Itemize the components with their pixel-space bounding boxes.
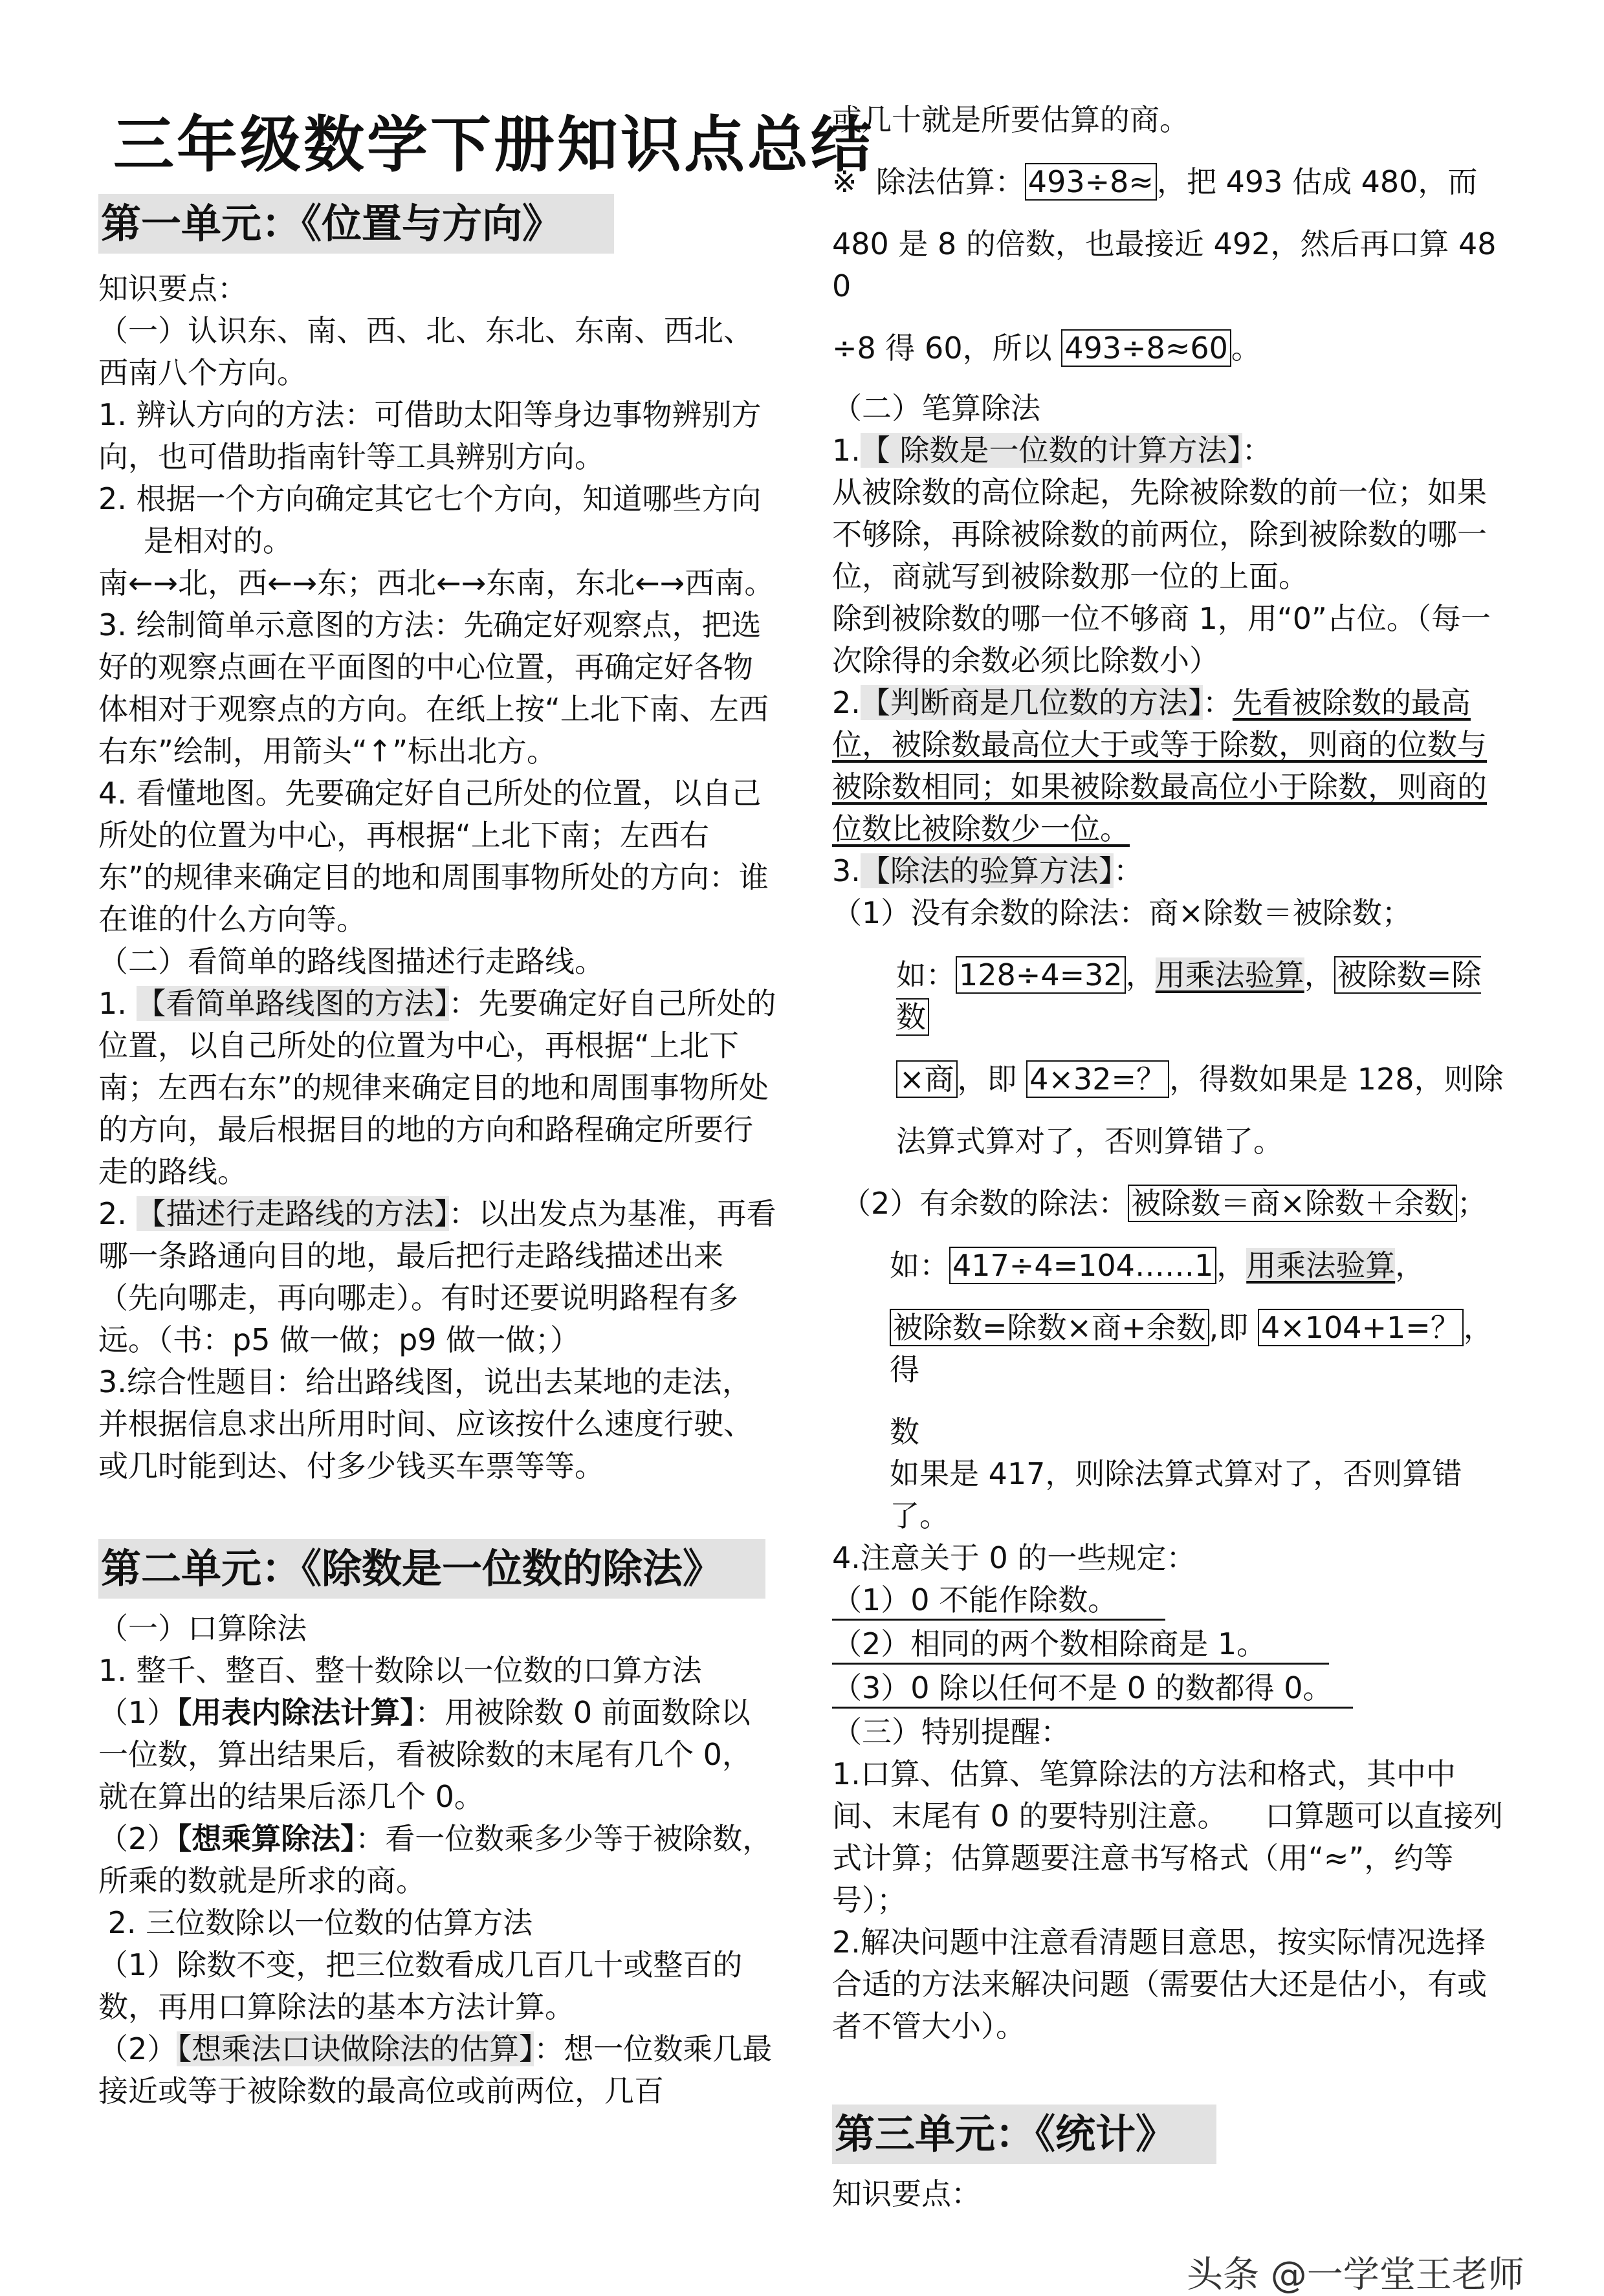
text: ，得数如果是 128，则除 — [1169, 1062, 1504, 1097]
left-column — [98, 268, 778, 2112]
text: 2. — [832, 685, 861, 720]
highlight-term: 【描述行走路线的方法】 — [136, 1196, 449, 1231]
example-line: 法算式算对了，否则算错了。 — [896, 1124, 1283, 1159]
zero-rule — [832, 1579, 1511, 1623]
text: ： — [1202, 685, 1233, 720]
boxed-formula: 被除数=除数×商+余数 — [890, 1309, 1209, 1346]
page-title: 三年级数学下册知识点总结 — [113, 110, 875, 180]
text: ， — [1395, 1248, 1425, 1283]
text: ： — [1242, 433, 1272, 468]
boxed-formula: 493÷8≈ — [1025, 163, 1157, 201]
unit2-paragraph — [98, 1818, 778, 1902]
bold-term: 【用表内除法计算】 — [177, 1695, 415, 1730]
unit2-paragraph: 除到被除数的哪一位不够商 1，用“0”占位。（每一次除得的余数必须比除数小） — [832, 601, 1491, 678]
text: 2. — [98, 1196, 137, 1231]
text: 1. — [832, 433, 861, 468]
unit1-paragraph: （一）认识东、南、西、北、东北、东南、西北、西南八个方向。 — [98, 313, 753, 390]
text: ， — [1125, 957, 1156, 992]
example-line — [832, 1183, 1511, 1225]
boxed-formula: 被除数＝商×除数＋余数 — [1128, 1185, 1457, 1222]
highlight-term: 【看简单路线图的方法】 — [136, 986, 449, 1021]
unit1-paragraph: 3.综合性题目：给出路线图，说出去某地的走法，并根据信息求出所用时间、应该按什么速度行驶、或几时能到达、付多少钱买车票等等。 — [98, 1364, 753, 1483]
unit2-paragraph — [832, 430, 1511, 472]
unit2-paragraph: （1）没有余数的除法：商×除数＝被除数； — [832, 895, 1412, 930]
text: ：用被除数 0 前面数除以一位数，算出结果后，看被除数的末尾有几个 0，就在算出的结果后添几个 0。 — [98, 1695, 752, 1814]
unit2-subheading: （二）笔算除法 — [832, 391, 1040, 426]
boxed-formula: 128÷4=32 — [956, 956, 1126, 994]
boxed-formula: 4×104+1=？ — [1258, 1309, 1464, 1346]
text: ÷8 得 60，所以 — [832, 331, 1062, 366]
unit2-paragraph: 4.注意关于 0 的一些规定： — [832, 1540, 1196, 1575]
example-line: 数 — [890, 1414, 919, 1449]
text: 如： — [890, 1248, 949, 1283]
text: ，即 — [957, 1062, 1027, 1097]
unit2-paragraph: 2.解决问题中注意看清题目意思，按实际情况选择合适的方法来解决问题（需要估大还是估小，有或者不管大小）。 — [832, 1925, 1487, 2044]
unit2-paragraph: 或几十就是所要估算的商。 — [832, 102, 1189, 137]
unit2-subheading: （三）特别提醒： — [832, 1714, 1070, 1749]
boxed-formula: ×商 — [896, 1060, 958, 1098]
unit2-paragraph — [832, 682, 1511, 850]
unit1-knowledge-label: 知识要点： — [98, 271, 247, 306]
unit2-paragraph — [832, 850, 1511, 892]
unit3-knowledge-label: 知识要点： — [832, 2176, 981, 2211]
unit1-direction-pairs: 南←→北，西←→东；西北←→东南，东北←→西南。 — [98, 565, 775, 600]
rule-text: （1）0 不能作除数。 — [832, 1581, 1165, 1621]
unit2-paragraph: 480 是 8 的倍数，也最接近 492，然后再口算 480 — [832, 226, 1497, 303]
rule-text: （3）0 除以任何不是 0 的数都得 0。 — [832, 1669, 1353, 1709]
estimation-line — [832, 161, 1511, 203]
unit3-heading: 第三单元：《统计》 — [832, 2105, 1216, 2164]
text: ,即 — [1209, 1310, 1258, 1345]
highlight-term: 【想乘法口诀做除法的估算】 — [177, 2031, 534, 2066]
text: ， — [1216, 1248, 1247, 1283]
text: ※ 除法估算： — [832, 164, 1025, 199]
unit1-paragraph — [98, 983, 778, 1193]
highlight-term: 【 除数是一位数的计算方法】 — [860, 433, 1242, 468]
text: 如： — [896, 957, 956, 992]
text: ：看一位数乘多少等于被除数，所乘的数就是所求的商。 — [98, 1821, 773, 1898]
highlight-term: 【除法的验算方法】 — [860, 853, 1114, 888]
unit2-paragraph: 1.口算、估算、笔算除法的方法和格式，其中中间、末尾有 0 的要特别注意。 口算题可以直接列式计算；估算题要注意书写格式（用“≈”，约等号）； — [832, 1756, 1503, 1918]
unit2-paragraph — [98, 1692, 778, 1818]
highlight-term: 用乘法验算 — [1155, 957, 1304, 992]
text: 1. — [98, 986, 137, 1021]
unit1-paragraph: 3. 绘制简单示意图的方法：先确定好观察点，把选好的观察点画在平面图的中心位置，再确定好各物体相对于观察点的方向。在纸上按“上北下南、左西右东”绘制，用箭头“↑”标出北方。 — [98, 607, 769, 769]
source-watermark: 头条 @一学堂王老师 — [1187, 2254, 1524, 2296]
right-column — [832, 99, 1524, 2296]
example-line — [832, 1245, 1511, 1287]
text: （2） — [98, 1821, 177, 1856]
text: ：先要确定好自己所处的位置，以自己所处的位置为中心，再根据“上北下南；左西右东”的规律来确定目的地和周围事物所处的方向，最后根据目的地的方向和路程确定所要行走的路线。 — [98, 986, 776, 1189]
text: 3. — [832, 853, 861, 888]
text: （2）有余数的除法： — [841, 1186, 1128, 1221]
unit2-heading: 第二单元：《除数是一位数的除法》 — [98, 1539, 765, 1599]
unit2-paragraph — [98, 2028, 778, 2112]
example-line — [832, 1307, 1511, 1391]
unit1-paragraph: 1. 辨认方向的方法：可借助太阳等身边事物辨别方向，也可借助指南针等工具辨别方向。 — [98, 397, 762, 474]
unit1-paragraph: 2. 根据一个方向确定其它七个方向，知道哪些方向是相对的。 — [98, 481, 762, 558]
text: ：以出发点为基准，再看哪一条路通向目的地，最后把行走路线描述出来（先向哪走，再向哪走）。有时还要说明路程有多远。（书：p5 做一做；p9 做一做；） — [98, 1196, 776, 1357]
unit1-paragraph: 4. 看懂地图。先要确定好自己所处的位置，以自己所处的位置为中心，再根据“上北下南；左西右东”的规律来确定目的地和周围事物所处的方向：谁在谁的什么方向等。 — [98, 776, 769, 937]
text: ：想一位数乘几最接近或等于被除数的最高位或前两位，几百 — [98, 2031, 773, 2108]
boxed-formula: 493÷8≈60 — [1061, 329, 1231, 367]
bold-term: 【想乘算除法】 — [177, 1821, 356, 1856]
underlined-rule: 先看被除数的最高位，被除数最高位大于或等于除数，则商的位数与被除数相同；如果被除数最高位小于除数，则商的位数比被除数少一位。 — [832, 685, 1487, 846]
estimation-result — [832, 327, 1511, 369]
unit2-paragraph: 1. 整千、整百、整十数除以一位数的口算方法 — [98, 1653, 702, 1688]
unit1-heading: 第一单元：《位置与方向》 — [98, 194, 614, 254]
rule-text: （2）相同的两个数相除商是 1。 — [832, 1625, 1329, 1665]
zero-rule — [832, 1667, 1511, 1711]
text: 。 — [1231, 331, 1261, 366]
unit2-paragraph: 从被除数的高位除起，先除被除数的前一位；如果不够除，再除被除数的前两位，除到被除数的哪一位，商就写到被除数那一位的上面。 — [832, 475, 1487, 594]
zero-rule — [832, 1623, 1511, 1667]
boxed-formula: 被除数=除数 — [896, 957, 1482, 1034]
example-line: 如果是 417，则除法算式算对了，否则算错了。 — [890, 1456, 1462, 1533]
unit2-paragraph: （1）除数不变，把三位数看成几百几十或整百的数，再用口算除法的基本方法计算。 — [98, 1947, 743, 2024]
text: ， — [1304, 957, 1334, 992]
boxed-formula: 4×32=？ — [1026, 1060, 1169, 1098]
text: ： — [1113, 853, 1143, 888]
text: ，把 493 估成 480，而 — [1156, 164, 1478, 199]
unit1-subheading: （二）看简单的路线图描述行走路线。 — [98, 944, 604, 979]
text: ； — [1456, 1186, 1487, 1221]
unit1-paragraph — [98, 1193, 778, 1361]
text: （1） — [98, 1695, 177, 1730]
unit2-paragraph: 2. 三位数除以一位数的估算方法 — [98, 1905, 533, 1940]
unit2-subheading: （一）口算除法 — [98, 1611, 307, 1646]
highlight-term: 【判断商是几位数的方法】 — [860, 685, 1203, 720]
example-line — [832, 1058, 1511, 1100]
highlight-term: 用乘法验算 — [1246, 1248, 1396, 1283]
example-line — [832, 954, 1511, 1038]
text: （2） — [98, 2031, 177, 2066]
boxed-formula: 417÷4=104……1 — [949, 1247, 1216, 1284]
text: ，得 — [890, 1310, 1493, 1387]
